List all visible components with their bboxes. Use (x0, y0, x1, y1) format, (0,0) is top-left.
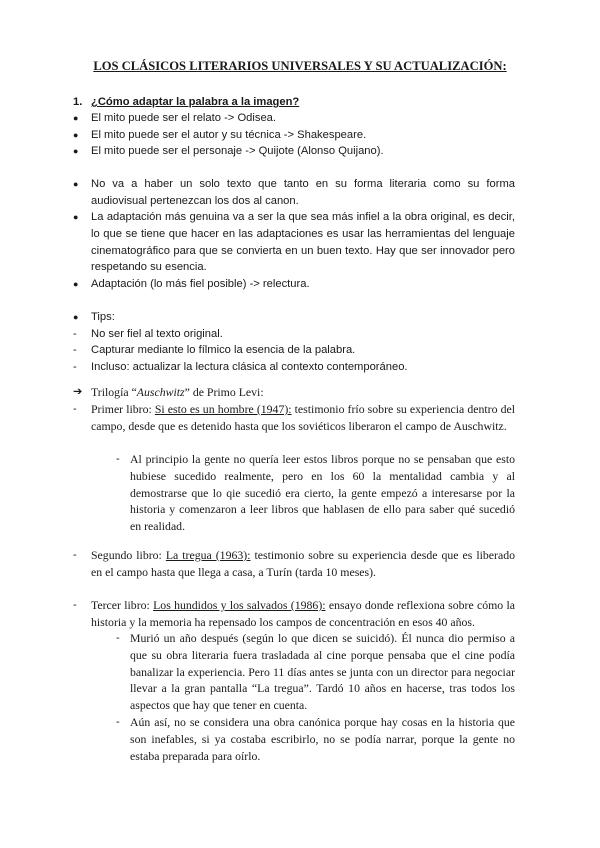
bullet-icon: ● (73, 130, 79, 140)
first-book-title: Si esto es un hombre (1947): (154, 402, 292, 416)
third-book-title: Los hundidos y los salvados (1986): (153, 598, 326, 612)
first-book-note: Al principio la gente no quería leer estos libros porque no se pensaban que esto hubiese sucedido realmente, pero en los 60 la mentalidad cambia y al demostrarse que lo qie sucedió era cierto, la gente empezó a interesarse por la historia y comenzaron a leer libros que hablasen de ello para saber qué sucedió en realidad. (130, 452, 515, 534)
paragraph-adaptation: La adaptación más genuina va a ser la que sea más infiel a la obra original, es decir, lo que se tiene que hacer en las adaptaciones es usar las herramientas del lenguaje cinematográfico para que se convierta en un buen texto. Hay que ser innovador pero respetando su esencia. (91, 211, 515, 274)
dash-icon: - (73, 361, 77, 373)
third-book-paragraph: Tercer libro: Los hundidos y los salvados (1986): ensayo donde reflexiona sobre cómo la historia y la memoria ha repensado los campos de concentración en esos 40 años. (91, 598, 515, 629)
dash-icon: - (116, 632, 120, 644)
trilogy-name: Auschwitz (136, 385, 185, 399)
bullet-icon: ● (73, 212, 79, 222)
third-book-note-1: Murió un año después (según lo que dicen se suicidó). Él nunca dio permiso a que su obra literaria fuera trasladada al cine porque pensaba que el cine podía banalizar la experiencia. Pero 11 días antes se junta con un director para negociar llevar a la gran pantalla “La tregua”. Tardó 10 años en hacerse, tras todos los aspectos que hay que tener en cuenta. (130, 631, 515, 713)
paragraph-canon: No va a haber un solo texto que tanto en su forma literaria como su forma audiovisual pertenezcan los dos al canon. (91, 178, 515, 207)
bullet-icon: ● (73, 279, 79, 289)
page-title: LOS CLÁSICOS LITERARIOS UNIVERSALES Y SU ACTUALIZACIÓN: (93, 59, 507, 73)
second-book-paragraph: Segundo libro: La tregua (1963): testimonio sobre su experiencia desde que es liberado en el campo hasta que llega a casa, a Turín (tarda 10 meses). (91, 548, 516, 579)
dash-icon: - (73, 599, 77, 611)
bullet-icon: ● (73, 146, 79, 156)
bullet-icon: ● (73, 113, 79, 123)
tip-item: Incluso: actualizar la lectura clásica al contexto contemporáneo. (91, 361, 408, 373)
dash-icon: - (116, 453, 120, 465)
dash-icon: - (73, 549, 77, 561)
list-item: El mito puede ser el relato -> Odisea. (91, 112, 276, 124)
arrow-icon: ➔ (73, 386, 83, 398)
section-heading: ¿Cómo adaptar la palabra a la imagen? (91, 96, 300, 108)
dash-icon: - (116, 716, 120, 728)
list-item: El mito puede ser el autor y su técnica -> Shakespeare. (91, 129, 367, 141)
tip-item: Capturar mediante lo fílmico la esencia de la palabra. (91, 344, 356, 356)
list-item: El mito puede ser el personaje -> Quijote (Alonso Quijano). (91, 145, 384, 157)
second-book-title: La tregua (1963): (165, 548, 251, 562)
dash-icon: - (73, 403, 77, 415)
tips-label: Tips: (91, 311, 115, 323)
dash-icon: - (73, 328, 77, 340)
third-book-note-2: Aún así, no se considera una obra canónica porque hay cosas en la historia que son inefables, si ya costaba escribirlo, no se podía narrar, porque la gente no estaba preparada para oírlo. (130, 715, 515, 763)
trilogy-intro: Trilogía “Auschwitz” de Primo Levi: (91, 385, 264, 399)
tip-item: No ser fiel al texto original. (91, 328, 223, 340)
dash-icon: - (73, 344, 77, 356)
paragraph-fidelity: Adaptación (lo más fiel posible) -> relectura. (91, 278, 310, 290)
section-number: 1. (73, 96, 83, 108)
bullet-icon: ● (73, 179, 79, 189)
first-book-paragraph: Primer libro: Si esto es un hombre (1947): testimonio frío sobre su experiencia dentro del campo, desde que es detenido hasta que los soviéticos liberaron el campo de Auschwitz. (91, 402, 515, 433)
bullet-icon: ● (73, 312, 79, 322)
